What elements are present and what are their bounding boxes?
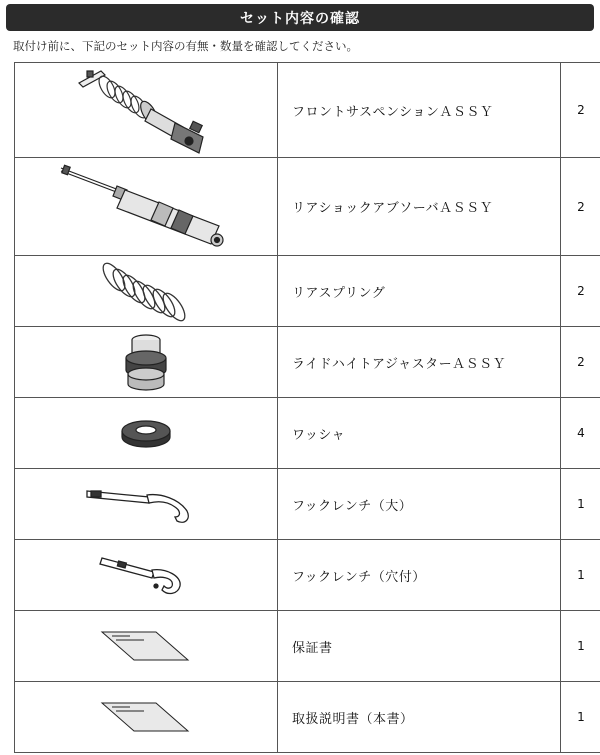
hook-wrench-pin-icon xyxy=(96,550,196,600)
item-quantity: 2 xyxy=(561,63,600,158)
item-image-cell xyxy=(15,469,278,540)
item-quantity: 2 xyxy=(561,256,600,327)
instruction-text: 取付け前に、下記のセット内容の有無・数量を確認してください。 xyxy=(13,39,358,53)
item-name: ワッシャ xyxy=(278,398,561,469)
rear-spring-icon xyxy=(96,259,196,323)
section-title: セット内容の確認 xyxy=(240,10,360,27)
item-name: フックレンチ（大） xyxy=(278,469,561,540)
washer-icon xyxy=(116,413,176,453)
item-image-cell xyxy=(15,540,278,611)
item-image-cell xyxy=(15,256,278,327)
rear-shock-absorber-icon xyxy=(51,162,241,252)
table-row xyxy=(15,63,600,158)
table-row xyxy=(15,469,600,540)
warranty-card-icon xyxy=(96,626,196,666)
item-quantity: 1 xyxy=(561,540,600,611)
item-name: フロントサスペンションＡＳＳＹ xyxy=(278,63,561,158)
front-suspension-icon xyxy=(71,65,221,155)
item-image-cell xyxy=(15,398,278,469)
item-name: ライドハイトアジャスターＡＳＳＹ xyxy=(278,327,561,398)
table-row xyxy=(15,540,600,611)
item-quantity: 2 xyxy=(561,327,600,398)
table-row xyxy=(15,611,600,682)
item-image-cell xyxy=(15,63,278,158)
item-quantity: 1 xyxy=(561,611,600,682)
table-row xyxy=(15,682,600,753)
table-row xyxy=(15,256,600,327)
section-title-bar xyxy=(6,4,594,31)
item-image-cell xyxy=(15,611,278,682)
item-quantity: 1 xyxy=(561,469,600,540)
hook-wrench-large-icon xyxy=(81,479,211,529)
table-row xyxy=(15,327,600,398)
ride-height-adjuster-icon xyxy=(116,330,176,394)
item-name: リアスプリング xyxy=(278,256,561,327)
item-quantity: 2 xyxy=(561,158,600,256)
table-row xyxy=(15,398,600,469)
item-name: フックレンチ（穴付） xyxy=(278,540,561,611)
manual-icon xyxy=(96,697,196,737)
item-image-cell xyxy=(15,327,278,398)
item-quantity: 1 xyxy=(561,682,600,753)
item-image-cell xyxy=(15,682,278,753)
item-name: リアショックアブソーバＡＳＳＹ xyxy=(278,158,561,256)
item-name: 取扱説明書（本書） xyxy=(278,682,561,753)
parts-table xyxy=(14,62,600,753)
table-row xyxy=(15,158,600,256)
item-quantity: 4 xyxy=(561,398,600,469)
item-name: 保証書 xyxy=(278,611,561,682)
item-image-cell xyxy=(15,158,278,256)
